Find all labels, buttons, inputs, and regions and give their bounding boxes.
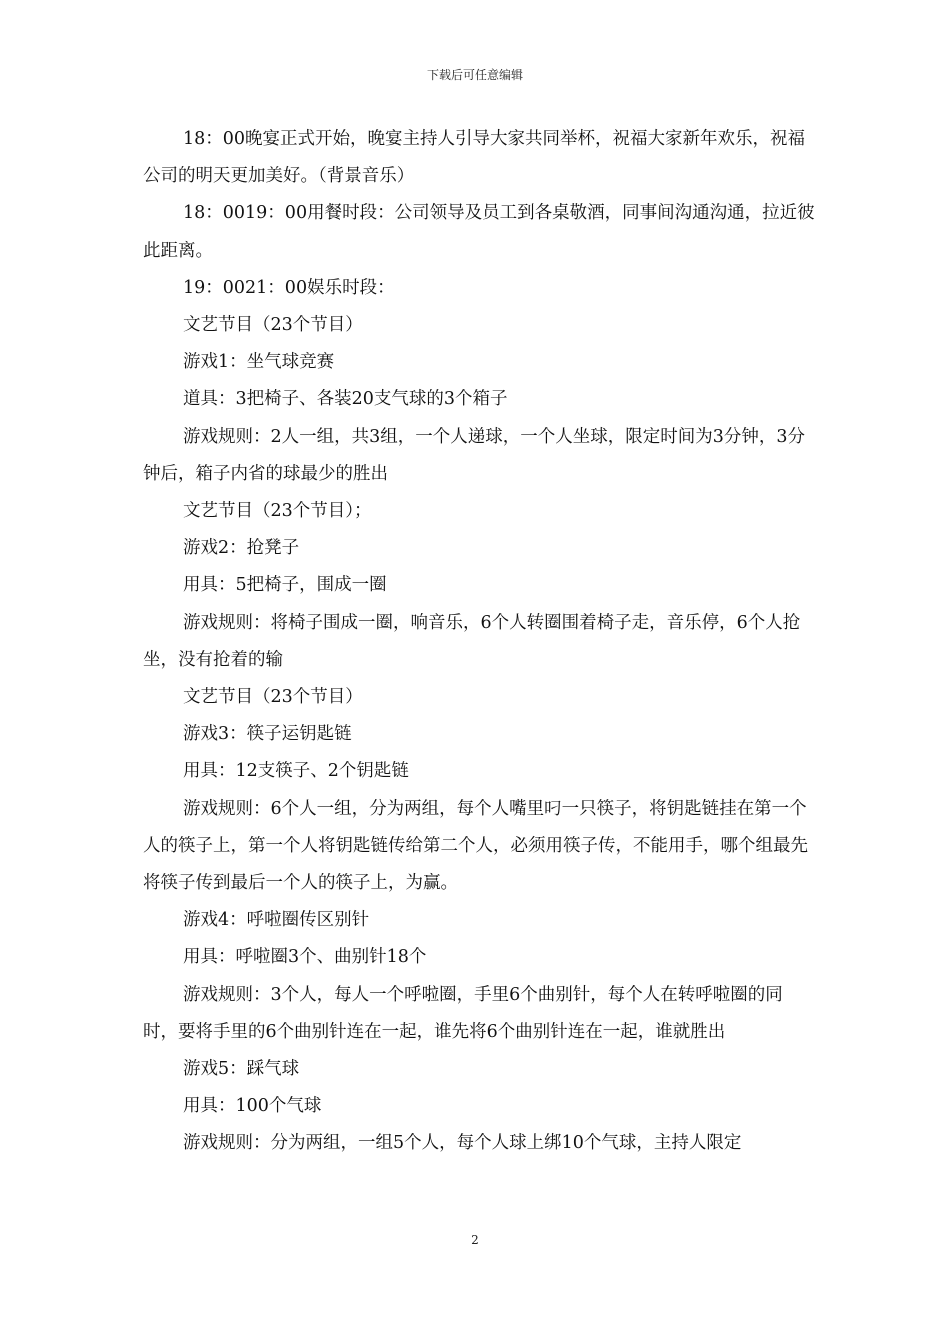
paragraph-game-3-title: 游戏3：筷子运钥匙链 <box>183 724 352 745</box>
paragraph-performances-2: 文艺节目（23个节目）； <box>183 501 372 522</box>
paragraph-performances-1: 文艺节目（23个节目） <box>183 315 363 336</box>
paragraph-dinner-start: 18：00晚宴正式开始，晚宴主持人引导大家共同举杯，祝福大家新年欢乐，祝福公司的明天更加美好。（背景音乐） <box>143 129 806 187</box>
paragraph-entertainment-period: 19：0021：00娱乐时段： <box>183 277 395 298</box>
paragraph-game-2-title: 游戏2：抢凳子 <box>183 538 300 559</box>
paragraph-game-5-title: 游戏5：踩气球 <box>183 1059 300 1080</box>
page-number: 2 <box>471 1233 479 1247</box>
paragraph-game-4-title: 游戏4：呼啦圈传区别针 <box>183 910 370 931</box>
paragraph-performances-3: 文艺节目（23个节目） <box>183 687 363 708</box>
paragraph-game-1-title: 游戏1：坐气球竞赛 <box>183 352 335 373</box>
paragraph-game-3-props: 用具：12支筷子、2个钥匙链 <box>183 761 409 782</box>
page-header: 下载后可任意编辑 <box>426 68 523 82</box>
document-body <box>143 121 815 1163</box>
paragraph-game-2-props: 用具：5把椅子，围成一圈 <box>183 575 387 596</box>
paragraph-game-4-rules: 游戏规则：3个人，每人一个呼啦圈，手里6个曲别针，每个人在转呼啦圈的同时，要将手里的6个曲别针连在一起，谁先将6个曲别针连在一起，谁就胜出 <box>143 984 783 1042</box>
paragraph-game-1-rules: 游戏规则：2人一组，共3组，一个人递球，一个人坐球，限定时间为3分钟，3分钟后，箱子内省的球最少的胜出 <box>143 426 806 484</box>
paragraph-game-2-rules: 游戏规则：将椅子围成一圈，响音乐，6个人转圈围着椅子走，音乐停，6个人抢坐，没有抢着的输 <box>143 612 801 670</box>
paragraph-game-5-rules: 游戏规则：分为两组，一组5个人，每个人球上绑10个气球，主持人限定 <box>183 1133 742 1154</box>
paragraph-game-5-props: 用具：100个气球 <box>183 1096 322 1117</box>
paragraph-game-4-props: 用具：呼啦圈3个、曲别针18个 <box>183 947 427 968</box>
paragraph-meal-period: 18：0019：00用餐时段：公司领导及员工到各桌敬酒，同事间沟通沟通，拉近彼此距离。 <box>143 203 815 261</box>
paragraph-game-1-props: 道具：3把椅子、各装20支气球的3个箱子 <box>183 389 508 410</box>
paragraph-game-3-rules: 游戏规则：6个人一组，分为两组，每个人嘴里叼一只筷子，将钥匙链挂在第一个人的筷子上，第一个人将钥匙链传给第二个人，必须用筷子传，不能用手，哪个组最先将筷子传到最后一个人的筷子上，为赢。 <box>143 798 808 894</box>
